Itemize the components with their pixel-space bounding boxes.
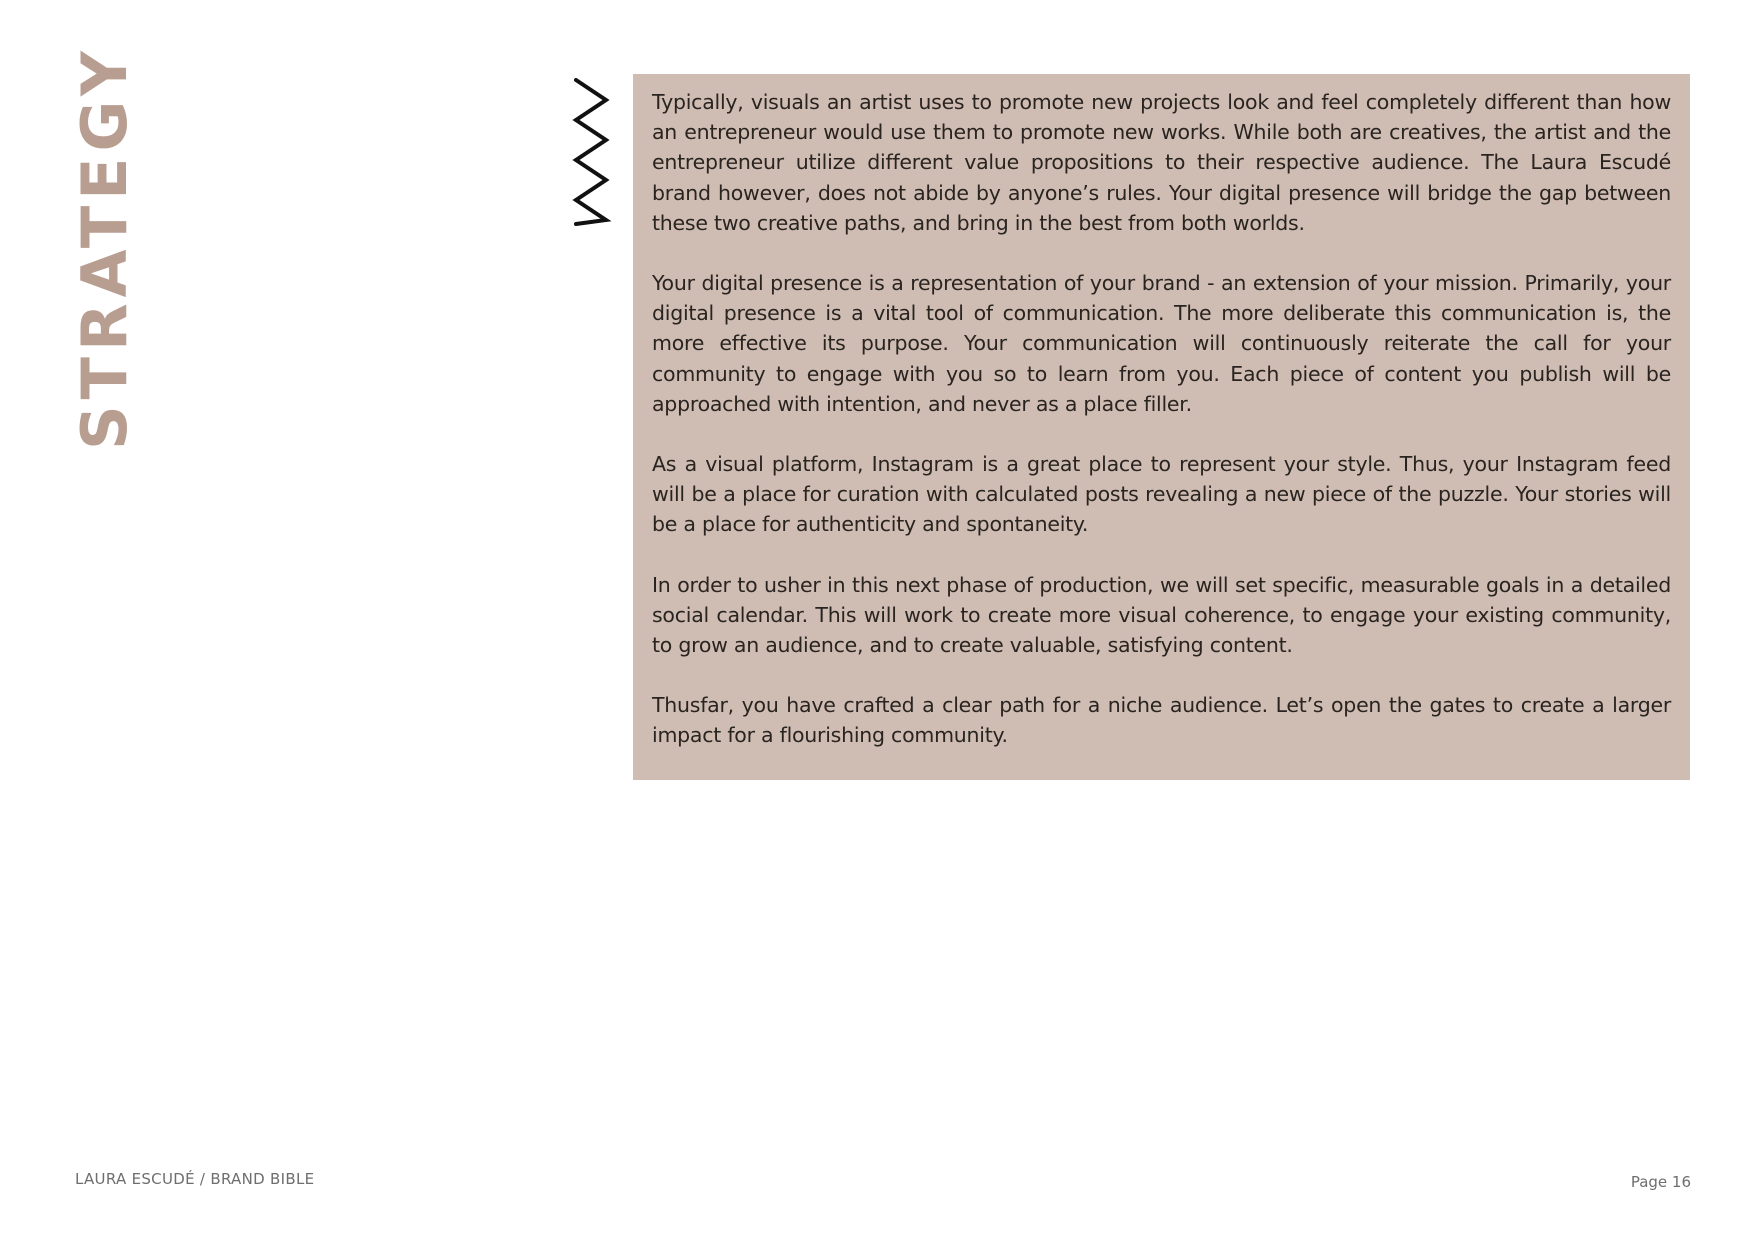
paragraph-5: Thusfar, you have crafted a clear path for a niche audience. Let’s open the gates to create a larger impact for a flourishing community.: [652, 693, 1671, 748]
paragraph-4: In order to usher in this next phase of production, we will set specific, measurable goals in a detailed social calendar. This will work to create more visual coherence, to engage your existing community, to grow an audience, and to create valuable, satisfying content.: [652, 572, 1671, 658]
paragraph-2: Your digital presence is a representation of your brand - an extension of your mission. Primarily, your digital presence is a vital tool of communication. The more deliberate this communication is, the more effective its purpose. Your communication will continuously reiterate the call for your community to engage with you so to learn from you. Each piece of content you publish will be approached with intention, and never as a place filler.: [652, 271, 1671, 416]
page-number: Page 16: [1630, 1173, 1691, 1191]
zigzag-icon: [572, 78, 612, 226]
paragraph-1: Typically, visuals an artist uses to promote new projects look and feel completely different than how an entrepreneur would use them to promote new works. While both are creatives, the artist and the entrepreneur utilize different value propositions to their respective audience. The Laura Escudé brand however, does not abide by anyone’s rules. Your digital presence will bridge the gap between these two creative paths, and bring in the best from both worlds.: [652, 90, 1671, 235]
strategy-text-box: [633, 74, 1690, 780]
section-title: STRATEGY: [68, 45, 141, 450]
footer-brand-label: LAURA ESCUDÉ / BRAND BIBLE: [75, 1170, 315, 1188]
paragraph-3: As a visual platform, Instagram is a great place to represent your style. Thus, your Instagram feed will be a place for curation with calculated posts revealing a new piece of the puzzle. Your stories will be a place for authenticity and spontaneity.: [652, 452, 1671, 537]
